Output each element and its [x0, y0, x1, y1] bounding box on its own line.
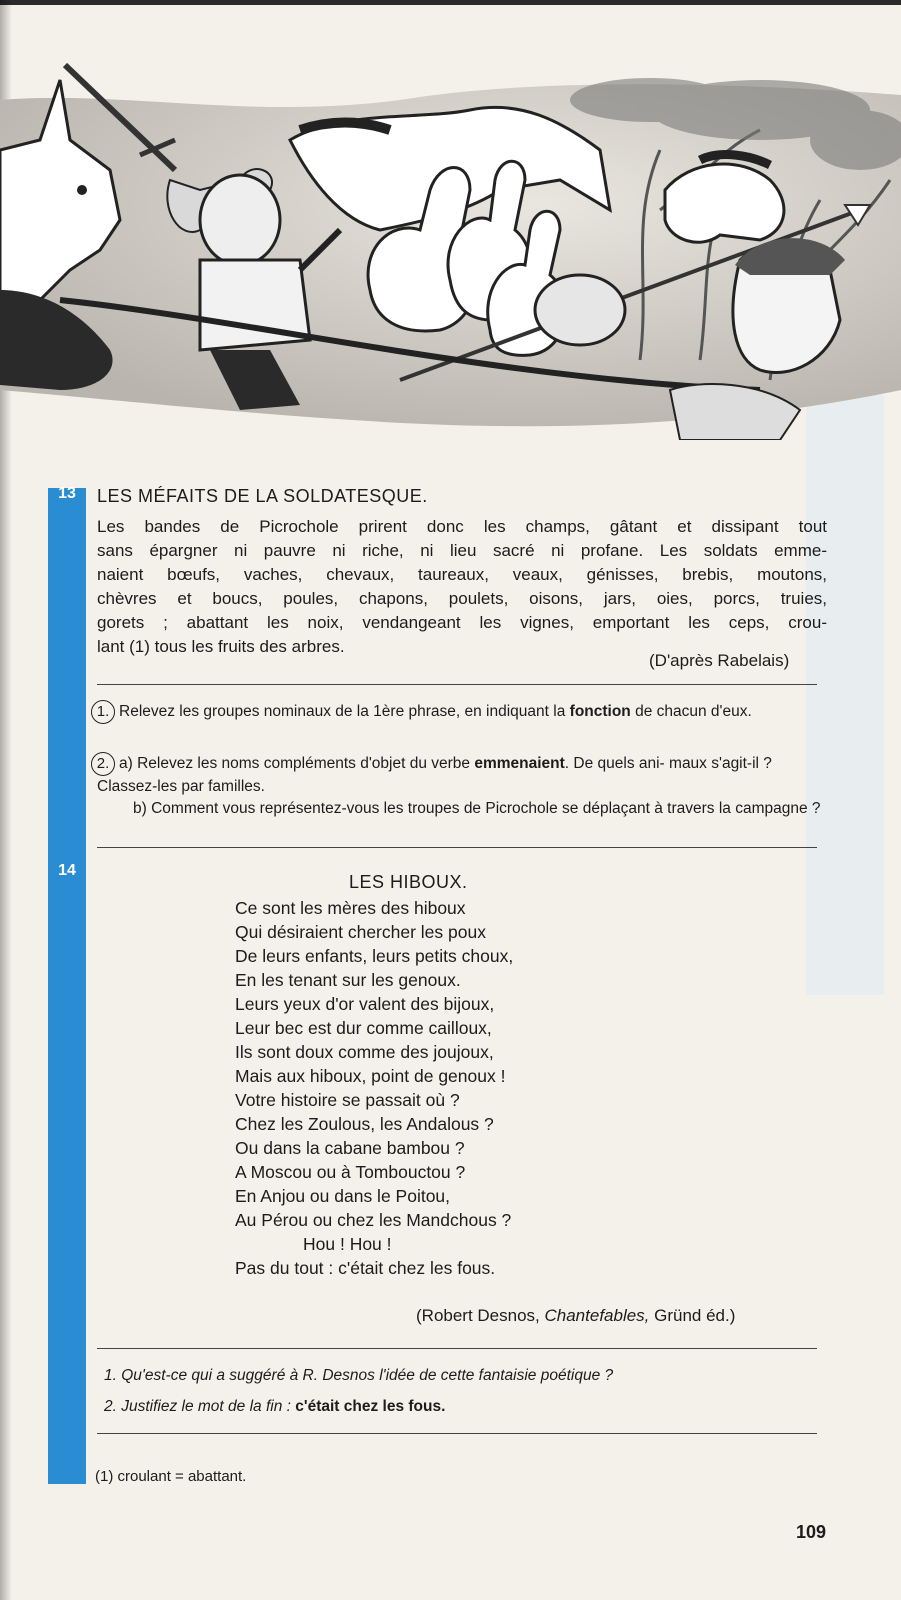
illustration-soldiers-animals	[0, 60, 901, 440]
question-text: de chacun d'eux.	[630, 703, 752, 720]
text-line: Les bandes de Picrochole prirent donc les champs, gâtant et dissipant tout	[97, 517, 827, 536]
exercise-13-source: (D'après Rabelais)	[649, 651, 790, 670]
question-keyword: emmenaient	[474, 755, 565, 772]
question-number: 2.	[91, 752, 115, 776]
poem-line: En Anjou ou dans le Poitou,	[235, 1186, 451, 1206]
text-line: lant (1) tous les fruits des arbres.	[97, 637, 345, 656]
poem-line: En les tenant sur les genoux.	[235, 970, 461, 990]
poem-line: Chez les Zoulous, les Andalous ?	[235, 1114, 494, 1134]
show-through-tint	[806, 395, 884, 995]
text-line: naient bœufs, vaches, chevaux, taureaux, veaux, génisses, brebis, moutons,	[97, 565, 827, 584]
poem-line: Ou dans la cabane bambou ?	[235, 1138, 465, 1158]
poem	[235, 896, 513, 1280]
exercise-14-question-1: 1. Qu'est-ce qui a suggéré à R. Desnos l'idée de cette fantaisie poétique ?	[104, 1367, 614, 1384]
exercise-13-title: LES MÉFAITS DE LA SOLDATESQUE.	[97, 486, 428, 506]
source-author: (Robert Desnos,	[416, 1306, 545, 1325]
question-text: Relevez les groupes nominaux de la 1ère phrase, en indiquant la	[119, 703, 570, 720]
exercise-14-title: LES HIBOUX.	[349, 872, 468, 892]
poem-line: De leurs enfants, leurs petits choux,	[235, 946, 514, 966]
exercise-side-bar	[48, 488, 86, 1484]
footnote: (1) croulant = abattant.	[95, 1468, 247, 1485]
poem-line: Ce sont les mères des hiboux	[235, 898, 466, 918]
divider	[97, 847, 817, 848]
question-keyword: fonction	[569, 703, 631, 720]
question-number: 1.	[91, 700, 115, 724]
exercise-14-question-2	[104, 1398, 445, 1416]
poem-line: A Moscou ou à Tombouctou ?	[235, 1162, 466, 1182]
source-publisher: Gründ éd.)	[649, 1306, 736, 1325]
question-text: 2. Justifiez le mot de la fin :	[104, 1398, 296, 1415]
exercise-13-question-1	[97, 700, 827, 724]
text-line: gorets ; abattant les noix, vendangeant les vignes, emportant les ceps, crou-	[97, 613, 827, 632]
poem-line: Hou ! Hou !	[303, 1234, 392, 1254]
exercise-13-number: 13	[58, 485, 76, 502]
question-text: a) Relevez les noms compléments d'objet du verbe	[119, 755, 475, 772]
question-keyword: c'était chez les fous.	[295, 1398, 446, 1415]
exercise-13-text	[97, 515, 827, 659]
poem-line: Qui désiraient chercher les poux	[235, 922, 486, 942]
poem-line: Mais aux hiboux, point de genoux !	[235, 1066, 506, 1086]
exercise-14-source	[416, 1306, 735, 1326]
exercise-13-question-2a	[97, 752, 827, 798]
divider	[97, 1348, 817, 1349]
exercise-13-question-2b: b) Comment vous représentez-vous les troupes de Picrochole se déplaçant à travers la campagne ?	[133, 800, 821, 817]
poem-line: Au Pérou ou chez les Mandchous ?	[235, 1210, 512, 1230]
text-line: chèvres et boucs, poules, chapons, poulets, oisons, jars, oies, porcs, truies,	[97, 589, 827, 608]
poem-line: Leurs yeux d'or valent des bijoux,	[235, 994, 495, 1014]
exercise-14-number: 14	[58, 862, 76, 879]
question-text: . De quels ani- maux s'agit-il ? Classez-les par familles.	[97, 755, 772, 795]
page-number: 109	[796, 1522, 827, 1542]
poem-line: Pas du tout : c'était chez les fous.	[235, 1258, 496, 1278]
divider	[97, 1433, 817, 1434]
poem-line: Votre histoire se passait où ?	[235, 1090, 460, 1110]
poem-line: Leur bec est dur comme cailloux,	[235, 1018, 492, 1038]
text-line: sans épargner ni pauvre ni riche, ni lieu sacré ni profane. Les soldats emme-	[97, 541, 827, 560]
poem-line: Ils sont doux comme des joujoux,	[235, 1042, 494, 1062]
page-top-edge	[0, 0, 901, 5]
source-title: Chantefables,	[544, 1306, 650, 1325]
divider	[97, 684, 817, 685]
